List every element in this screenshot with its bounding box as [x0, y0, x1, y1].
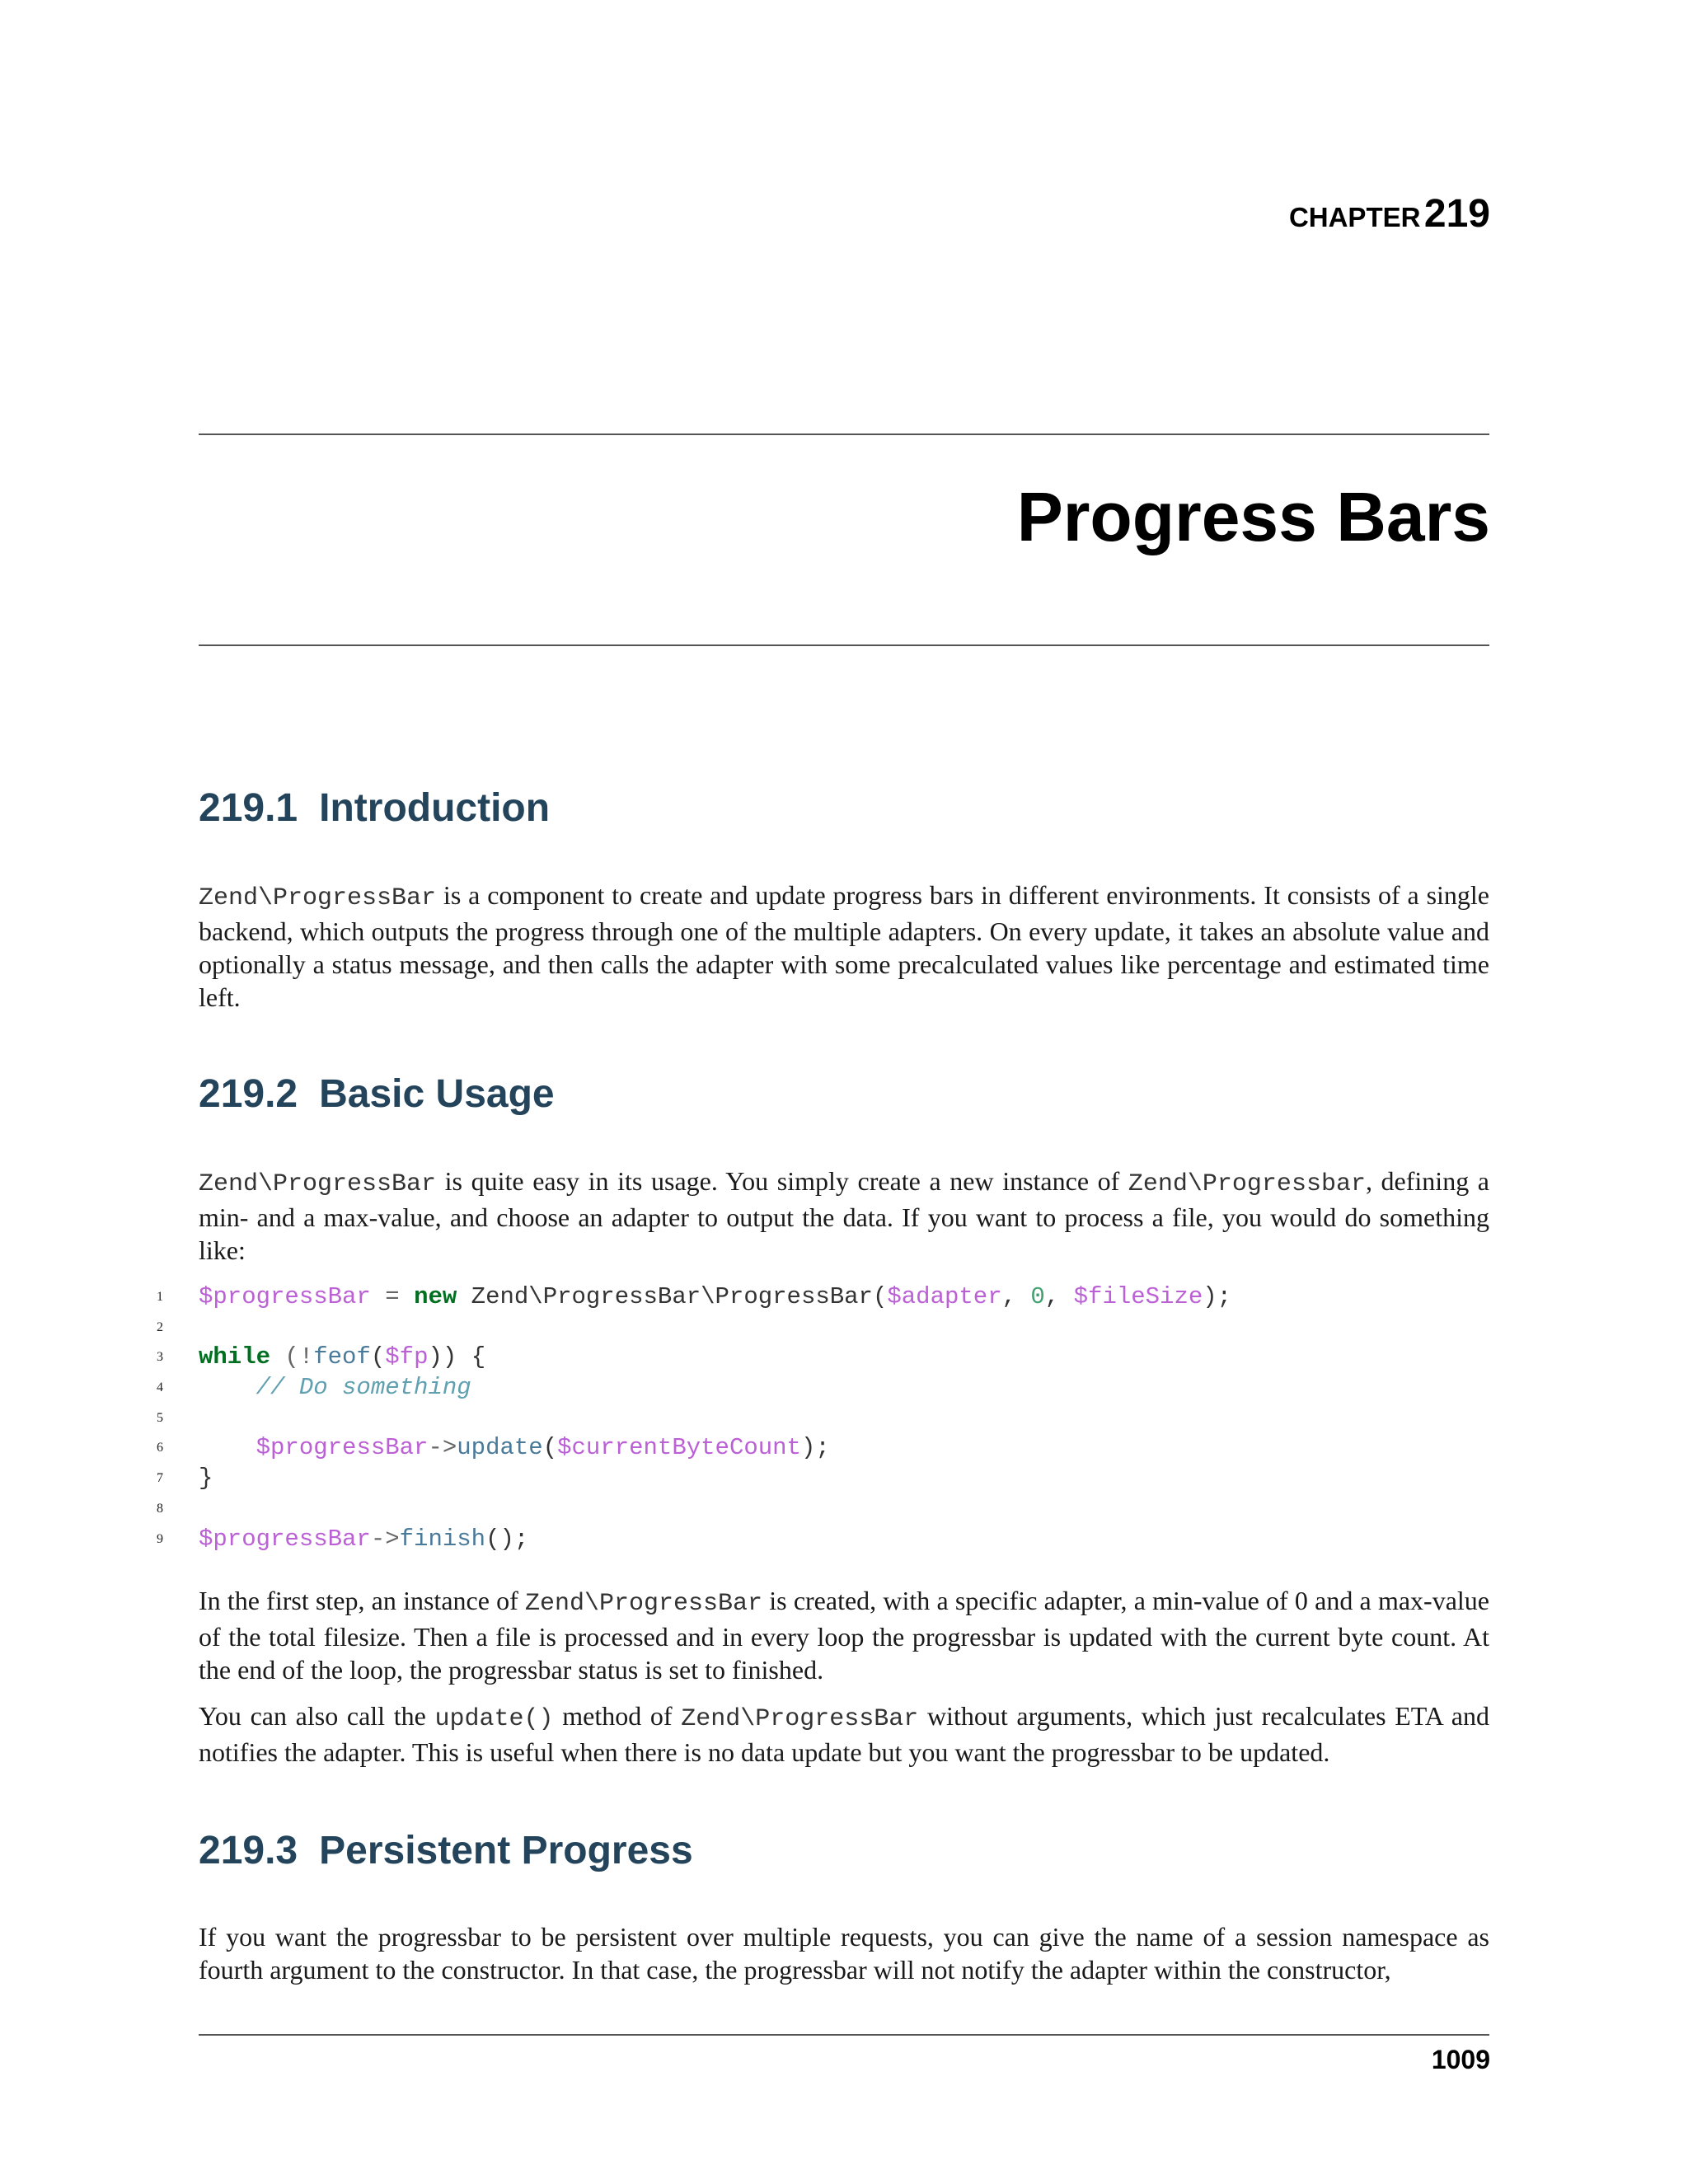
code-token: new	[414, 1283, 457, 1310]
section-heading-persistent-progress	[199, 1831, 693, 1871]
inline-code: Zend\Progressbar	[1128, 1170, 1366, 1198]
code-token: while	[199, 1343, 271, 1371]
usage-paragraph	[199, 1165, 1489, 1267]
line-number: 6	[157, 1441, 163, 1455]
persistent-paragraph	[199, 1920, 1489, 1986]
page-number: 1009	[1431, 2045, 1490, 2074]
section-number: 219.2	[199, 1072, 298, 1116]
code-token: 0	[1030, 1283, 1045, 1310]
code-line	[157, 1373, 1231, 1404]
code-token: (	[370, 1343, 386, 1371]
chapter-number: 219	[1423, 192, 1490, 236]
line-number: 3	[157, 1350, 163, 1365]
line-number: 8	[157, 1501, 163, 1516]
paragraph-text: is a component to create and update progress bars in different environments. It consists of a single backend, which outputs the progress through one of the multiple adapters. On every update, it takes an absolute value and optionally a status message, and then calls the adapter with some precalculated values like percentage and estimated time left.	[199, 880, 1489, 1012]
code-line	[157, 1464, 1231, 1494]
section-number: 219.3	[199, 1829, 298, 1872]
code-token: =	[370, 1283, 415, 1310]
code-token	[199, 1433, 256, 1464]
paragraph-text: is quite easy in its usage. You simply create a new instance of	[436, 1166, 1128, 1196]
code-line	[157, 1433, 1231, 1464]
code-token: ->	[428, 1434, 457, 1462]
code-token: update	[457, 1434, 543, 1462]
update-paragraph	[199, 1699, 1489, 1769]
paragraph-text: is created, with a specific adapter, a min-value of 0 and a max-value of the total filesize. Then a file is processed and in every loop the progressbar is updated with the current byte count. At the end of the loop, the progressbar status is set to finished.	[199, 1586, 1490, 1685]
section-title: Basic Usage	[319, 1072, 555, 1116]
section-title: Introduction	[319, 786, 551, 830]
code-token: ,	[1044, 1283, 1074, 1310]
inline-code: Zend\ProgressBar	[681, 1705, 919, 1733]
footer-rule	[199, 2034, 1489, 2036]
code-line	[157, 1343, 1231, 1373]
code-line	[157, 1525, 1231, 1555]
code-line	[157, 1494, 1231, 1525]
code-token: ,	[1001, 1283, 1031, 1310]
code-token: );	[800, 1434, 830, 1462]
code-token: $fp	[385, 1343, 429, 1371]
code-comment: // Do something	[199, 1374, 471, 1402]
line-number: 7	[157, 1471, 163, 1486]
page-title: Progress Bars	[1016, 478, 1490, 555]
paragraph-text: You can also call the	[199, 1701, 435, 1731]
code-line	[157, 1282, 1231, 1313]
inline-code: update()	[434, 1705, 554, 1733]
section-number: 219.1	[199, 786, 298, 830]
code-line	[157, 1313, 1231, 1343]
line-number: 5	[157, 1410, 163, 1425]
code-token: )) {	[428, 1343, 486, 1371]
code-token: );	[1203, 1283, 1232, 1310]
inline-code: Zend\ProgressBar	[525, 1590, 763, 1618]
code-token: $currentByteCount	[557, 1434, 801, 1462]
code-token: ();	[485, 1525, 529, 1553]
code-token: $progressBar	[256, 1434, 429, 1462]
code-token: Zend\ProgressBar\ProgressBar(	[457, 1283, 888, 1310]
code-token: $fileSize	[1073, 1283, 1203, 1310]
code-token: finish	[399, 1525, 486, 1553]
paragraph-text: , defining a min- and a max-value, and choose an adapter to output the data. If you want to process a file, you would do something like:	[199, 1166, 1490, 1265]
paragraph-text: method of	[553, 1701, 682, 1731]
paragraph-text: In the first step, an instance of	[199, 1586, 526, 1615]
code-token: (	[542, 1434, 558, 1462]
title-rule-top	[199, 434, 1489, 435]
section-heading-introduction	[199, 786, 551, 830]
chapter-label: CHAPTER	[1288, 202, 1421, 232]
section-title: Persistent Progress	[319, 1829, 693, 1872]
title-rule-bottom	[199, 644, 1489, 646]
code-line	[157, 1404, 1231, 1434]
inline-code: Zend\ProgressBar	[199, 1170, 437, 1198]
code-block	[157, 1282, 1231, 1554]
line-number: 2	[157, 1319, 163, 1334]
paragraph-text: If you want the progressbar to be persistent over multiple requests, you can give the name of a session namespace as fourth argument to the constructor. In that case, the progressbar will not notify the adapter within the constructor,	[199, 1922, 1489, 1985]
code-token: $progressBar	[199, 1283, 371, 1310]
code-token: ->	[370, 1525, 400, 1553]
code-token: }	[199, 1465, 213, 1493]
code-token: (!	[270, 1343, 314, 1371]
inline-code: Zend\ProgressBar	[199, 884, 437, 912]
section-heading-basic-usage	[199, 1072, 555, 1116]
explanation-paragraph	[199, 1584, 1489, 1686]
paragraph-text: without arguments, which just recalculates ETA and notifies the adapter. This is useful when there is no data update but you want the progressbar to be updated.	[199, 1701, 1490, 1767]
line-number: 9	[157, 1531, 163, 1546]
chapter-heading	[1289, 191, 1490, 237]
line-number: 4	[157, 1380, 163, 1395]
code-token: feof	[313, 1343, 371, 1371]
line-number: 1	[157, 1290, 163, 1304]
code-token: $adapter	[887, 1283, 1002, 1310]
code-token: $progressBar	[199, 1525, 371, 1553]
intro-paragraph	[199, 879, 1489, 1014]
